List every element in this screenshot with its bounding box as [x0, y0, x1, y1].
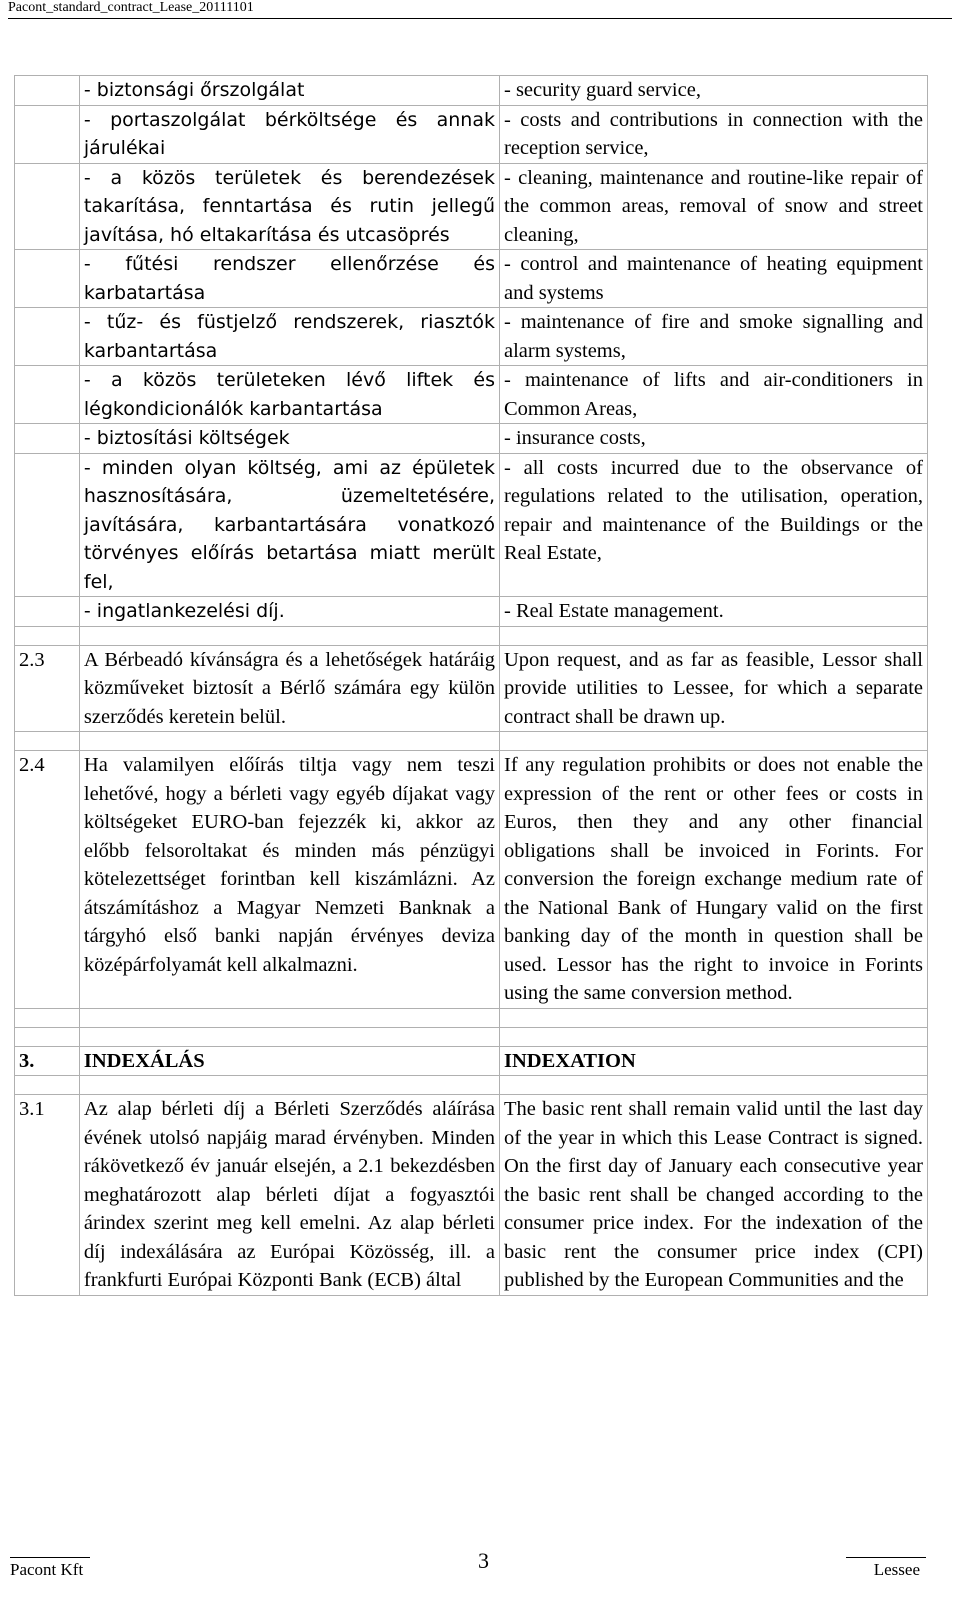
service-en: - maintenance of lifts and air-conditioners in Common Areas,: [500, 366, 928, 424]
clause-hu: A Bérbeadó kívánságra és a lehetőségek határáig közműveket biztosít a Bérlő számára egy külön szerződés keretein belül.: [79, 645, 499, 732]
service-hu: - fűtési rendszer ellenőrzése és karbatartása: [79, 250, 499, 308]
clause-hu: Az alap bérleti díj a Bérleti Szerződés aláírása évének utolsó napjáig marad érvényben. Minden rákövetkező év január elsején, a 2.1 bekezdésben meghatározott alap bérleti díjat a fogyasztói árindex szerint meg kell emelni. Az alap bérleti díj indexálására az Európai Közösség, ill. a frankfurti Európai Központi Bank (ECB) által: [79, 1095, 499, 1296]
clause-number: 2.3: [15, 645, 80, 732]
service-hu: - biztonsági őrszolgálat: [79, 76, 499, 106]
table-row: [15, 597, 928, 627]
spacer-row: [15, 1027, 928, 1046]
table-row: [15, 1095, 928, 1296]
table-row: [15, 105, 928, 163]
service-en: - costs and contributions in connection with the reception service,: [500, 105, 928, 163]
clause-en: The basic rent shall remain valid until the last day of the year in which this Lease Contract is signed. On the first day of January each consecutive year the basic rent shall be changed according to the consumer price index. For the indexation of the basic rent the consumer price index (CPI) published by the European Communities and the: [500, 1095, 928, 1296]
table-row: [15, 76, 928, 106]
table-row: [15, 366, 928, 424]
service-hu: - tűz- és füstjelző rendszerek, riasztók karbantartása: [79, 308, 499, 366]
spacer-row: [15, 732, 928, 751]
clause-en: Upon request, and as far as feasible, Lessor shall provide utilities to Lessee, for which a separate contract shall be drawn up.: [500, 645, 928, 732]
clause-hu: Ha valamilyen előírás tiltja vagy nem teszi lehetővé, hogy a bérleti vagy egyéb díjakat vagy költségeket EURO-ban fejezzék ki, akkor az előbb felsoroltakat és minden más pénzügyi kötelezettséget forintban kell kiszámlázni. Az átszámításhoz a Magyar Nemzeti Banknak a tárgyhó első banki napján érvényes deviza középárfolyamát kell alkalmazni.: [79, 751, 499, 1009]
table-row: [15, 308, 928, 366]
service-hu: - biztosítási költségek: [79, 424, 499, 454]
clause-number: 2.4: [15, 751, 80, 1009]
footer-lessor: Pacont Kft: [10, 1560, 84, 1579]
table-row: [15, 645, 928, 732]
document-header-title: Pacont_standard_contract_Lease_20111101: [8, 0, 254, 15]
section-title-en: INDEXATION: [500, 1046, 928, 1076]
spacer-row: [15, 626, 928, 645]
signature-line-left: [10, 1557, 90, 1558]
service-en: - security guard service,: [500, 76, 928, 106]
table-row: [15, 250, 928, 308]
service-en: - cleaning, maintenance and routine-like repair of the common areas, removal of snow and street cleaning,: [500, 163, 928, 250]
section-title-hu: INDEXÁLÁS: [79, 1046, 499, 1076]
service-hu: - minden olyan költség, ami az épületek hasznosítására, üzemeltetésére, javítására, karbantartására vonatkozó törvényes előírás betartása miatt merült fel,: [79, 453, 499, 597]
table-row: [15, 163, 928, 250]
clause-en: If any regulation prohibits or does not enable the expression of the rent or other fees or costs in Euros, then they and any other financial obligations shall be invoiced in Forints. For conversion the foreign exchange medium rate of the National Bank of Hungary valid on the first banking day of the month in question shall be used. Lessor has the right to invoice in Forints using the same conversion method.: [500, 751, 928, 1009]
service-hu: - ingatlankezelési díj.: [79, 597, 499, 627]
service-en: - all costs incurred due to the observance of regulations related to the utilisation, operation, repair and maintenance of the Buildings or the Real Estate,: [500, 453, 928, 597]
spacer-row: [15, 1076, 928, 1095]
service-en: - Real Estate management.: [500, 597, 928, 627]
service-hu: - a közös területek és berendezések takarítása, fenntartása és rutin jellegű javítása, hó eltakarítása és utcasöprés: [79, 163, 499, 250]
footer-lessee: Lessee: [873, 1560, 920, 1579]
page-number: 3: [478, 1548, 489, 1573]
service-hu: - a közös területeken lévő liftek és légkondicionálók karbantartása: [79, 366, 499, 424]
service-en: - maintenance of fire and smoke signalling and alarm systems,: [500, 308, 928, 366]
contract-table: [14, 75, 928, 1296]
clause-number: 3.1: [15, 1095, 80, 1296]
service-en: - insurance costs,: [500, 424, 928, 454]
table-row: [15, 453, 928, 597]
service-hu: - portaszolgálat bérköltsége és annak járulékai: [79, 105, 499, 163]
header-rule: [8, 18, 952, 19]
table-row: [15, 751, 928, 1009]
spacer-row: [15, 1008, 928, 1027]
table-row: [15, 424, 928, 454]
section-number: 3.: [15, 1046, 80, 1076]
service-en: - control and maintenance of heating equipment and systems: [500, 250, 928, 308]
table-row: [15, 1046, 928, 1076]
signature-line-right: [846, 1557, 926, 1558]
